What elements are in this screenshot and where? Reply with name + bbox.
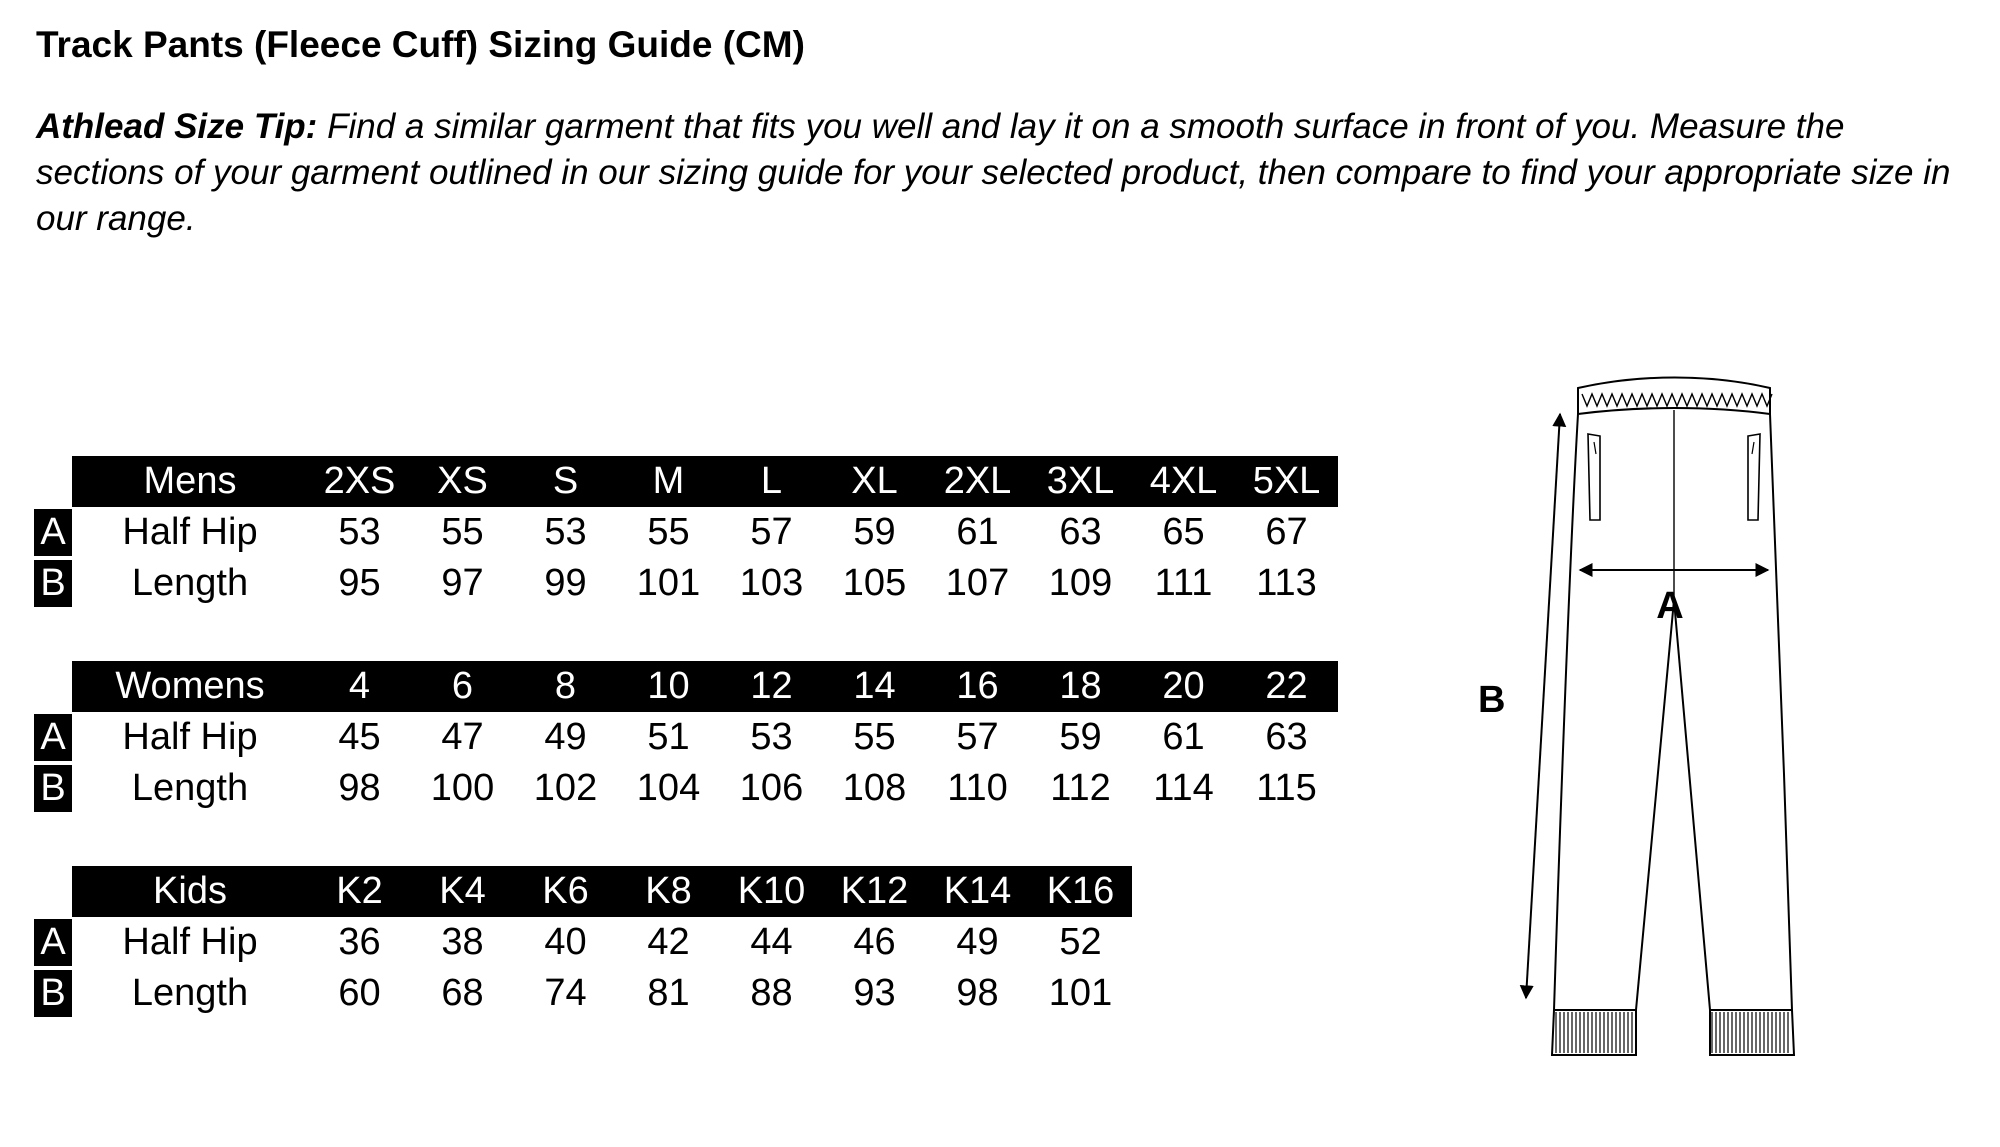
table-cell: 57: [750, 511, 793, 553]
size-header: XS: [411, 456, 514, 507]
size-header: 2XL: [926, 456, 1029, 507]
table-cell: 55: [853, 716, 896, 758]
size-header: K16: [1029, 866, 1132, 917]
table-cell: 59: [1059, 716, 1102, 758]
womens-half-hip-row: [34, 712, 1338, 763]
table-cell: 106: [739, 767, 804, 809]
table-cell: 98: [956, 972, 999, 1014]
kids-size-table: [34, 866, 1132, 1019]
measure-a-label: A: [1656, 585, 1684, 627]
track-pants-diagram: [1470, 370, 1870, 1060]
size-header: K8: [617, 866, 720, 917]
size-header: 4XL: [1132, 456, 1235, 507]
table-cell: 63: [1265, 716, 1308, 758]
measure-b-arrow: [1526, 414, 1560, 998]
size-header: K4: [411, 866, 514, 917]
table-cell: 47: [441, 716, 484, 758]
row-label: Half Hip: [122, 921, 258, 963]
table-cell: 55: [441, 511, 484, 553]
table-cell: 38: [441, 921, 484, 963]
size-header: 12: [720, 661, 823, 712]
mens-header-row: [34, 456, 1338, 507]
size-header: 5XL: [1235, 456, 1338, 507]
measure-b-label: B: [1478, 679, 1506, 721]
table-cell: 61: [956, 511, 999, 553]
size-header: 22: [1235, 661, 1338, 712]
size-header: 6: [411, 661, 514, 712]
row-label: Length: [131, 972, 249, 1014]
table-cell: 102: [533, 767, 598, 809]
womens-header-row: [34, 661, 1338, 712]
womens-length-row: [34, 763, 1338, 814]
size-header: K2: [308, 866, 411, 917]
table-cell: 81: [647, 972, 690, 1014]
size-tip: [36, 104, 1976, 242]
pants-outline: [1552, 378, 1794, 1056]
table-cell: 44: [750, 921, 793, 963]
table-cell: 53: [338, 511, 381, 553]
kids-header-row: [34, 866, 1132, 917]
size-header: 3XL: [1029, 456, 1132, 507]
right-pocket: [1748, 434, 1760, 520]
table-cell: 100: [430, 767, 495, 809]
table-cell: 111: [1154, 562, 1213, 604]
table-cell: 53: [544, 511, 587, 553]
size-header: 10: [617, 661, 720, 712]
mens-size-table: [34, 456, 1338, 609]
table-cell: 45: [338, 716, 381, 758]
mens-half-hip-row: [34, 507, 1338, 558]
table-cell: 74: [544, 972, 587, 1014]
table-cell: 114: [1153, 767, 1214, 809]
table-cell: 113: [1256, 562, 1317, 604]
mens-length-row: [34, 558, 1338, 609]
measure-letter-a: A: [34, 919, 72, 966]
kids-half-hip-row: [34, 917, 1132, 968]
measure-letter-a: A: [34, 509, 72, 556]
table-cell: 88: [750, 972, 793, 1014]
size-header: XL: [823, 456, 926, 507]
table-cell: 61: [1162, 716, 1205, 758]
table-cell: 57: [956, 716, 999, 758]
table-cell: 51: [647, 716, 690, 758]
table-cell: 52: [1059, 921, 1102, 963]
page-title: Track Pants (Fleece Cuff) Sizing Guide (CM): [36, 24, 805, 65]
left-pocket: [1588, 434, 1600, 520]
size-header: K6: [514, 866, 617, 917]
table-cell: 95: [338, 562, 381, 604]
table-cell: 68: [441, 972, 484, 1014]
table-cell: 60: [338, 972, 381, 1014]
row-label: Length: [131, 767, 249, 809]
table-cell: 36: [338, 921, 381, 963]
kids-length-row: [34, 968, 1132, 1019]
group-label-mens: Mens: [72, 456, 308, 507]
table-cell: 42: [647, 921, 690, 963]
size-header: 8: [514, 661, 617, 712]
row-label: Half Hip: [122, 716, 258, 758]
size-tip-label: Athlead Size Tip:: [36, 107, 318, 146]
table-cell: 108: [842, 767, 907, 809]
table-cell: 115: [1256, 767, 1317, 809]
table-cell: 103: [739, 562, 804, 604]
table-cell: 109: [1048, 562, 1113, 604]
table-cell: 55: [647, 511, 690, 553]
table-cell: 101: [636, 562, 701, 604]
table-cell: 53: [750, 716, 793, 758]
size-header: 18: [1029, 661, 1132, 712]
size-header: 4: [308, 661, 411, 712]
table-cell: 93: [853, 972, 896, 1014]
table-cell: 110: [947, 767, 1008, 809]
size-tip-text: Find a similar garment that fits you well and lay it on a smooth surface in front of you. Measure the sections of your garment outlined in our sizing guide for your selected product, then compare to find your appropriate size in our range.: [36, 107, 1951, 238]
table-cell: 46: [853, 921, 896, 963]
measure-letter-b: B: [34, 970, 72, 1017]
table-cell: 105: [842, 562, 907, 604]
table-cell: 104: [636, 767, 701, 809]
size-header: 14: [823, 661, 926, 712]
size-header: 16: [926, 661, 1029, 712]
measure-letter-b: B: [34, 560, 72, 607]
table-cell: 98: [338, 767, 381, 809]
size-header: K12: [823, 866, 926, 917]
table-cell: 107: [945, 562, 1010, 604]
table-cell: 49: [956, 921, 999, 963]
table-cell: 65: [1162, 511, 1205, 553]
size-header: 20: [1132, 661, 1235, 712]
measure-letter-a: A: [34, 714, 72, 761]
size-header: S: [514, 456, 617, 507]
row-label: Length: [131, 562, 249, 604]
measure-letter-b: B: [34, 765, 72, 812]
cuff-ribbing: [1556, 1012, 1788, 1053]
table-cell: 59: [853, 511, 896, 553]
group-label-kids: Kids: [72, 866, 308, 917]
size-header: M: [617, 456, 720, 507]
group-label-womens: Womens: [72, 661, 308, 712]
womens-size-table: [34, 661, 1338, 814]
table-cell: 67: [1265, 511, 1308, 553]
table-cell: 99: [544, 562, 587, 604]
size-header: K10: [720, 866, 823, 917]
table-cell: 97: [441, 562, 484, 604]
table-cell: 63: [1059, 511, 1102, 553]
size-header: 2XS: [308, 456, 411, 507]
table-cell: 49: [544, 716, 587, 758]
row-label: Half Hip: [122, 511, 258, 553]
size-header: L: [720, 456, 823, 507]
table-cell: 112: [1050, 767, 1111, 809]
size-header: K14: [926, 866, 1029, 917]
table-cell: 101: [1048, 972, 1113, 1014]
table-cell: 40: [544, 921, 587, 963]
